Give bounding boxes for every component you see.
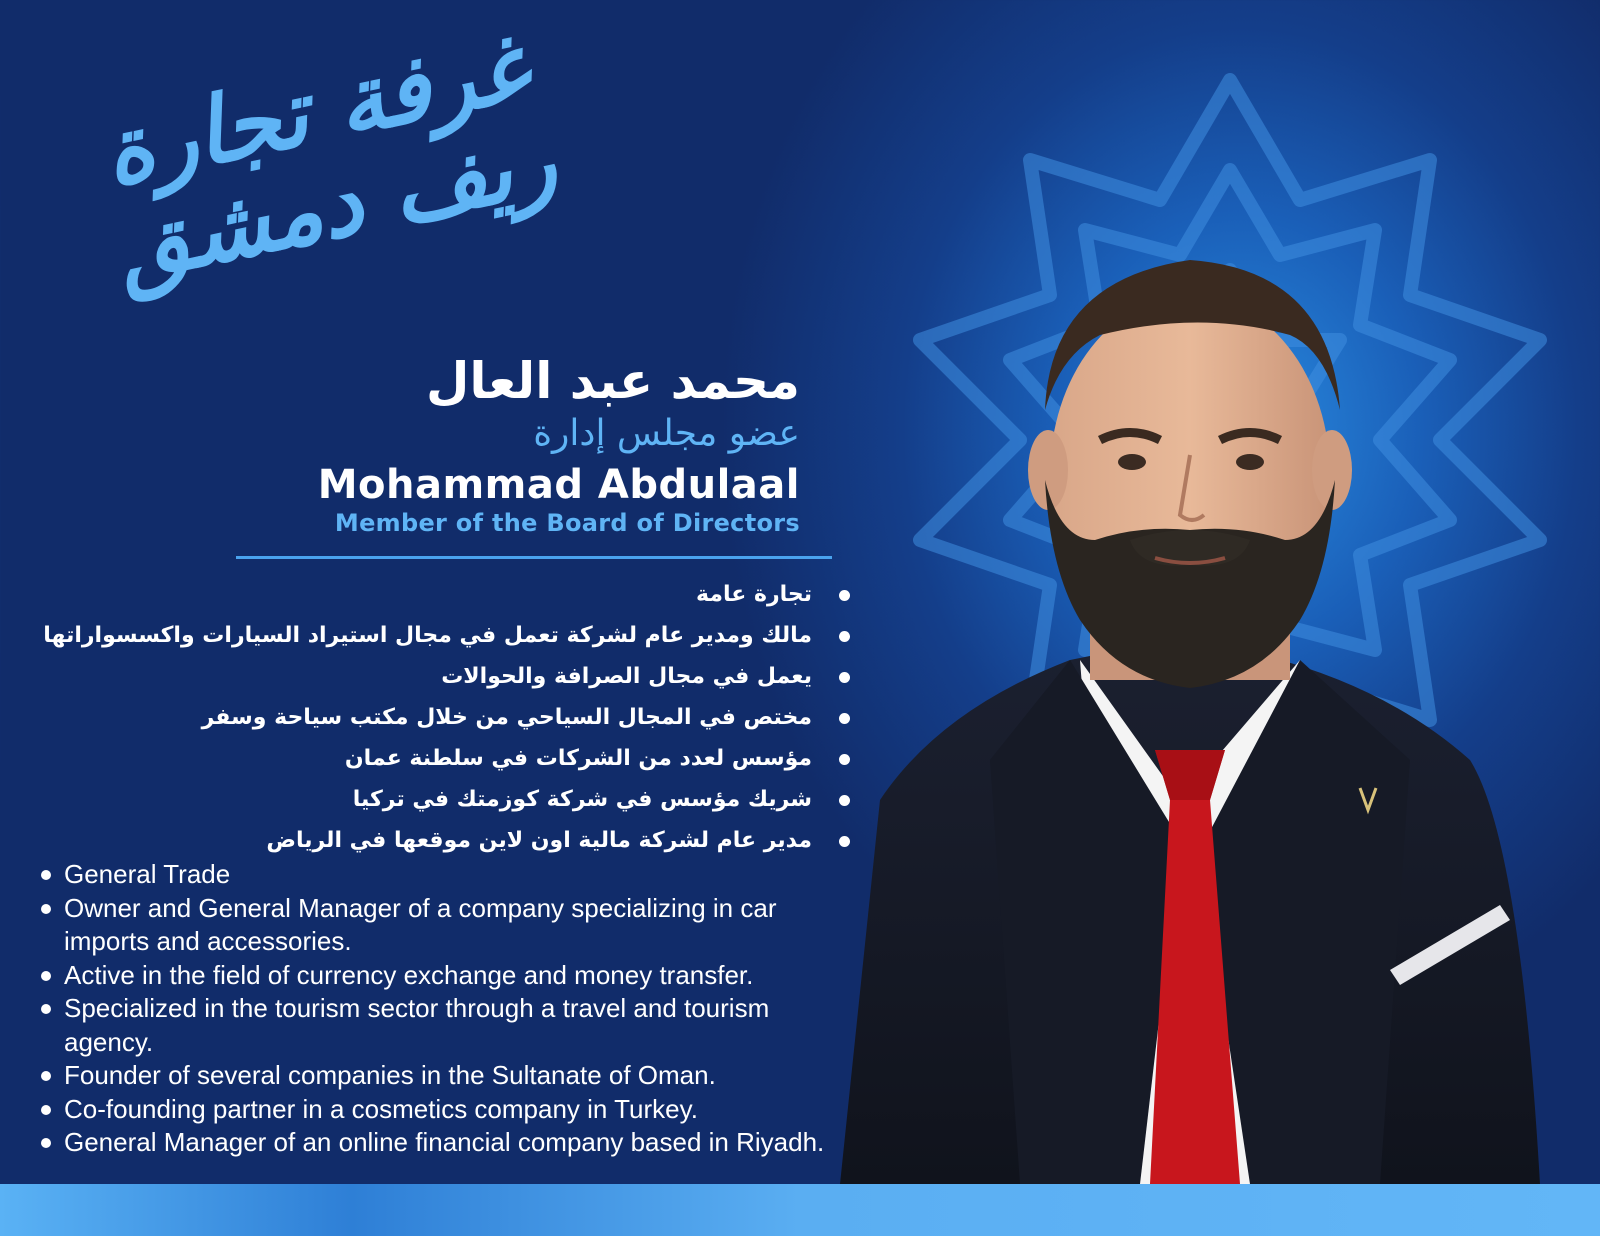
name-arabic: محمد عبد العال xyxy=(426,352,800,410)
bullet-icon xyxy=(41,904,51,914)
bullet-icon xyxy=(41,1105,51,1115)
list-item: تجارة عامة xyxy=(43,574,850,615)
bullet-icon xyxy=(41,1004,51,1014)
list-item: General Trade xyxy=(40,858,880,892)
list-item: Owner and General Manager of a company specializing in car imports and accessories. xyxy=(40,892,794,959)
list-item: مختص في المجال السياحي من خلال مكتب سياحة وسفر xyxy=(43,697,850,738)
bullet-icon xyxy=(41,1071,51,1081)
title-english: Member of the Board of Directors xyxy=(334,509,800,537)
list-item: يعمل في مجال الصرافة والحوالات xyxy=(43,656,850,697)
bullet-icon xyxy=(41,1138,51,1148)
list-item: شريك مؤسس في شركة كوزمتك في تركيا xyxy=(43,779,850,820)
list-item: General Manager of an online financial company based in Riyadh. xyxy=(40,1126,880,1160)
list-item: Co-founding partner in a cosmetics company in Turkey. xyxy=(40,1093,880,1127)
list-item: مالك ومدير عام لشركة تعمل في مجال استيراد السيارات واكسسواراتها xyxy=(43,615,850,656)
portrait-photo xyxy=(820,240,1600,1184)
name-english: Mohammad Abdulaal xyxy=(317,462,800,508)
english-bio-list xyxy=(40,858,880,1160)
footer-bar xyxy=(0,1184,1600,1236)
divider-line xyxy=(236,556,832,559)
arabic-bio-list xyxy=(43,574,850,861)
name-block xyxy=(318,350,800,538)
bullet-icon xyxy=(41,870,51,880)
chamber-logo-calligraphy: غرفة تجارة ريف دمشق xyxy=(93,12,565,304)
title-arabic: عضو مجلس إدارة xyxy=(533,413,800,454)
bullet-icon xyxy=(41,971,51,981)
list-item: مؤسس لعدد من الشركات في سلطنة عمان xyxy=(43,738,850,779)
list-item: Active in the field of currency exchange and money transfer. xyxy=(40,959,880,993)
list-item: Founder of several companies in the Sultanate of Oman. xyxy=(40,1059,880,1093)
list-item: Specialized in the tourism sector through a travel and tourism agency. xyxy=(40,992,854,1059)
list-item: مدير عام لشركة مالية اون لاين موقعها في الرياض xyxy=(43,820,850,861)
